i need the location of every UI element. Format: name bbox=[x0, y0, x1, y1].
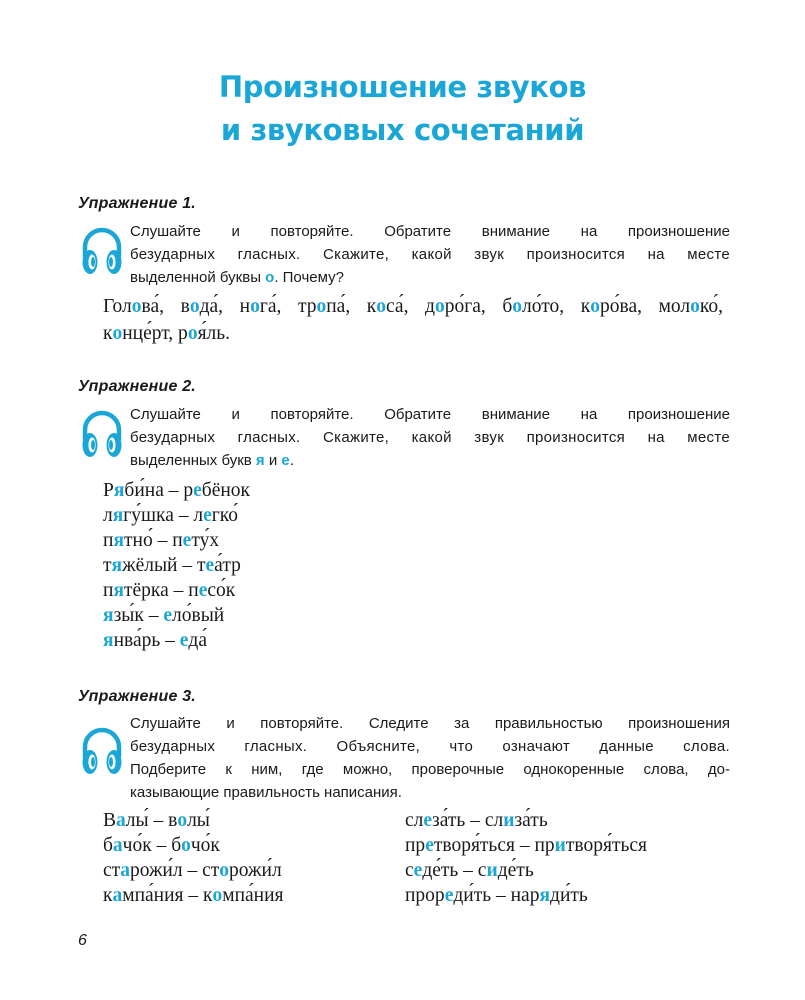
instruction-line: Подберите к ним, где можно, проверочные однокоренные слова, до- bbox=[130, 761, 730, 778]
word-pair: старожи́л – сторожи́л bbox=[103, 860, 282, 881]
word-pair: седе́ть – сиде́ть bbox=[405, 860, 534, 881]
instruction-line: безударных гласных. Объясните, что означают данные слова. bbox=[130, 738, 730, 755]
word-line: Голова́, вода́, нога́, тропа́, коса́, доро́га, боло́то, коро́ва, молоко́, bbox=[103, 296, 724, 317]
exercise-1-heading: Упражнение 1. bbox=[78, 195, 196, 212]
instruction-line: Слушайте и повторяйте. Обратите внимание на произношение bbox=[130, 406, 730, 423]
instruction-line: выделенной буквы о. Почему? bbox=[130, 269, 344, 286]
instruction-line: казывающие правильность написания. bbox=[130, 784, 402, 801]
word-pair: Валы́ – волы́ bbox=[103, 810, 210, 831]
word-pair: пятно́ – пету́х bbox=[103, 530, 220, 551]
instruction-line: безударных гласных. Скажите, какой звук произносится на месте bbox=[130, 246, 730, 263]
instruction-line: безударных гласных. Скажите, какой звук произносится на месте bbox=[130, 429, 730, 446]
word-line: конце́рт, роя́ль. bbox=[103, 323, 231, 344]
exercise-2-instruction bbox=[130, 403, 730, 472]
headphones-icon bbox=[78, 407, 126, 459]
highlighted-letter: я bbox=[255, 452, 265, 469]
highlighted-letter: е bbox=[281, 452, 290, 469]
word-pair: претворя́ться – притворя́ться bbox=[405, 835, 647, 856]
instruction-line: Слушайте и повторяйте. Обратите внимание на произношение bbox=[130, 223, 730, 240]
instruction-line: Слушайте и повторяйте. Следите за правильностью произношения bbox=[130, 715, 730, 732]
word-pair: янва́рь – еда́ bbox=[103, 630, 207, 651]
headphones-icon bbox=[78, 224, 126, 276]
word-pair: тяжёлый – теа́тр bbox=[103, 555, 241, 576]
word-pair: бачо́к – бочо́к bbox=[103, 835, 220, 856]
exercise-2-word-pairs bbox=[103, 478, 250, 653]
highlighted-letter: о bbox=[265, 269, 275, 286]
page-title bbox=[0, 66, 805, 152]
exercise-2-heading: Упражнение 2. bbox=[78, 378, 196, 395]
exercise-3-heading: Упражнение 3. bbox=[78, 688, 196, 705]
word-pair: лягу́шка – легко́ bbox=[103, 505, 239, 526]
word-pair: язы́к – ело́вый bbox=[103, 605, 225, 626]
page-title-line-1: Произношение звуков bbox=[218, 70, 587, 104]
exercise-1-instruction bbox=[130, 220, 730, 289]
word-pair: Ряби́на – ребёнок bbox=[103, 480, 251, 501]
headphones-icon bbox=[78, 724, 126, 776]
word-pair: прореди́ть – наряди́ть bbox=[405, 885, 588, 906]
word-pair: пятёрка – песо́к bbox=[103, 580, 236, 601]
exercise-3-left-column bbox=[103, 808, 284, 908]
word-pair: слеза́ть – слиза́ть bbox=[405, 810, 548, 831]
exercise-3-right-column bbox=[405, 808, 647, 908]
page-number: 6 bbox=[78, 932, 87, 949]
exercise-1-words bbox=[103, 293, 723, 347]
instruction-line: выделенных букв я и е. bbox=[130, 452, 294, 469]
page-title-line-2: и звуковых сочетаний bbox=[220, 113, 585, 147]
exercise-3-instruction bbox=[130, 712, 730, 804]
word-pair: кампа́ния – компа́ния bbox=[103, 885, 284, 906]
